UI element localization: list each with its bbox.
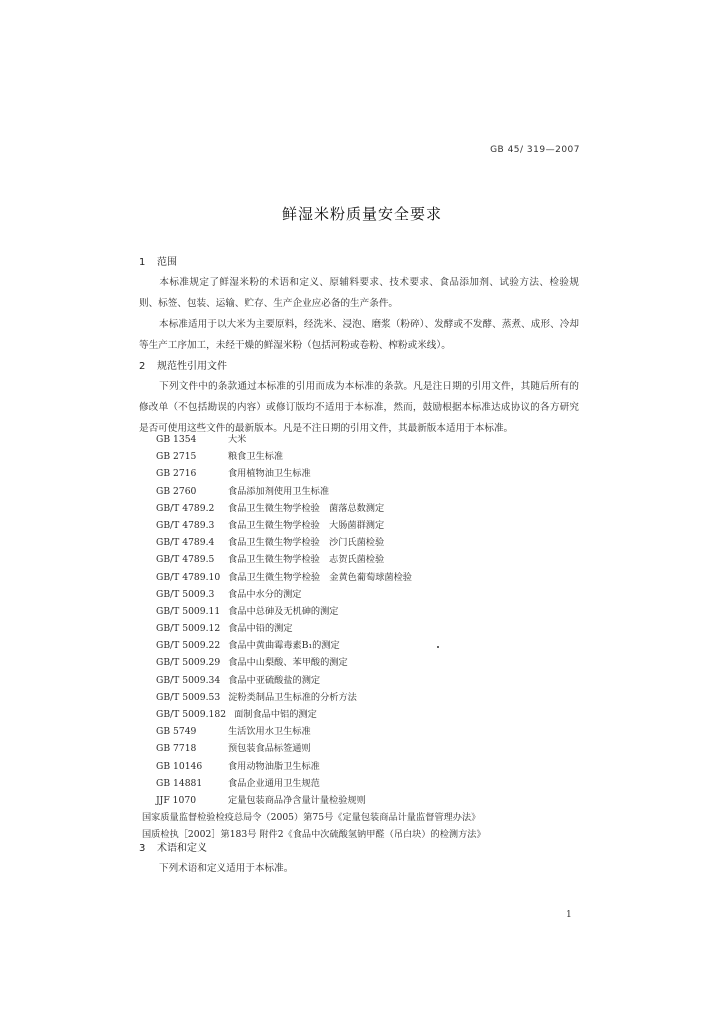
reference-code: GB 2760 — [156, 485, 197, 497]
reference-code: GB/T 5009.12 — [156, 623, 221, 635]
section-2-heading — [139, 357, 227, 372]
reference-title: 食品卫生微生物学检验 金黄色葡萄球菌检验 — [228, 571, 412, 583]
reference-code: GB/T 4789.4 — [156, 537, 215, 549]
reference-code: GB/T 4789.3 — [156, 519, 215, 531]
reference-item — [156, 431, 576, 448]
reference-title: 食品企业通用卫生规范 — [228, 777, 320, 789]
reference-title: 预包装食品标签通则 — [228, 743, 311, 755]
reference-item — [156, 448, 576, 465]
section-title: 规范性引用文件 — [157, 361, 227, 372]
document-title: 鲜湿米粉质量安全要求 — [281, 205, 442, 223]
reference-item — [156, 637, 576, 654]
reference-title: 淀粉类制品卫生标准的分析方法 — [228, 691, 357, 703]
reference-item — [142, 809, 576, 826]
section-3-paragraph-1: 下列术语和定义适用于本标准。 — [159, 863, 294, 874]
reference-title: 食品中山梨酸、苯甲酸的测定 — [228, 657, 348, 669]
reference-item — [156, 517, 576, 534]
reference-item — [156, 706, 576, 723]
reference-title: 食品卫生微生物学检验 志贺氏菌检验 — [228, 554, 385, 566]
reference-title: 食品卫生微生物学检验 沙门氏菌检验 — [228, 537, 385, 549]
reference-title: 国质检执［2002］第183号 附件2《食品中次硫酸氢钠甲醛（吊白块）的检测方法》 — [142, 829, 486, 841]
reference-item — [156, 569, 576, 586]
reference-code: GB/T 4789.5 — [156, 554, 215, 566]
reference-item — [156, 740, 576, 757]
reference-code: GB/T 5009.53 — [156, 691, 221, 703]
reference-code: GB 1354 — [156, 434, 197, 445]
reference-item — [156, 483, 576, 500]
reference-code: GB 2716 — [156, 468, 197, 480]
reference-code: GB/T 5009.34 — [156, 674, 221, 686]
scan-speck — [437, 646, 439, 648]
normative-references-list — [142, 431, 576, 844]
reference-title: 食品中黄曲霉毒素B₁的测定 — [228, 640, 340, 652]
page-number: 1 — [566, 910, 572, 920]
reference-title: 食品中铅的测定 — [228, 623, 293, 635]
reference-code: GB 5749 — [156, 726, 197, 738]
reference-title: 食品中亚硫酸盐的测定 — [228, 674, 321, 686]
reference-item — [156, 654, 576, 671]
reference-code: JJF 1070 — [156, 794, 197, 806]
reference-title: 面制食品中铝的测定 — [234, 709, 317, 720]
reference-code: GB/T 4789.2 — [156, 502, 215, 514]
reference-item — [156, 586, 576, 603]
section-number: 3 — [139, 843, 146, 854]
section-number: 2 — [139, 361, 146, 372]
reference-code: GB/T 5009.29 — [156, 657, 221, 669]
reference-item — [156, 603, 576, 620]
section-number: 1 — [139, 257, 146, 268]
reference-title: 食品中总砷及无机砷的测定 — [228, 605, 339, 617]
reference-code: GB 10146 — [156, 760, 203, 772]
reference-item — [156, 465, 576, 482]
reference-title: 国家质量监督检验检疫总局令（2005）第75号《定量包装商品计量监督管理办法》 — [142, 812, 481, 824]
reference-code: GB/T 4789.10 — [156, 571, 221, 583]
reference-item — [156, 500, 576, 517]
reference-code: GB/T 5009.3 — [156, 588, 215, 600]
reference-item — [156, 620, 576, 637]
reference-title: 食品卫生微生物学检验 菌落总数测定 — [228, 502, 385, 514]
reference-item — [156, 689, 576, 706]
reference-code: GB 2715 — [156, 451, 197, 463]
reference-code: GB/T 5009.22 — [156, 640, 221, 652]
reference-item — [156, 792, 576, 809]
reference-title: 食品添加剂使用卫生标准 — [228, 485, 330, 497]
section-1-paragraph-1: 本标准规定了鲜湿米粉的术语和定义、原辅料要求、技术要求、食品添加剂、试验方法、检验规则、标签、包装、运输、贮存、生产企业应必备的生产条件。 — [139, 277, 579, 309]
reference-title: 大米 — [228, 434, 247, 445]
document-number: GB 45/ 319—2007 — [490, 145, 580, 155]
reference-title: 食品中水分的测定 — [228, 588, 302, 600]
section-title: 术语和定义 — [157, 843, 207, 854]
section-title: 范围 — [157, 257, 177, 268]
reference-code: GB 7718 — [156, 743, 197, 755]
reference-code: GB/T 5009.11 — [156, 605, 221, 617]
reference-item — [156, 551, 576, 568]
reference-title: 定量包装商品净含量计量检验规则 — [228, 794, 366, 806]
reference-item — [142, 826, 576, 843]
reference-code: GB/T 5009.182 — [156, 709, 227, 720]
section-1-paragraph-2: 本标准适用于以大米为主要原料，经洗米、浸泡、磨浆（粉碎）、发酵或不发酵、蒸煮、成形、冷却等生产工序加工，未经干燥的鲜湿米粉（包括河粉或卷粉、榨粉或米线）。 — [139, 319, 579, 351]
reference-item — [156, 672, 576, 689]
reference-title: 食品卫生微生物学检验 大肠菌群测定 — [228, 519, 385, 531]
reference-item — [156, 758, 576, 775]
section-3-heading — [139, 839, 207, 854]
reference-code: GB 14881 — [156, 777, 203, 789]
section-2-paragraph-1: 下列文件中的条款通过本标准的引用而成为本标准的条款。凡是注日期的引用文件，其随后所有的修改单（不包括勘误的内容）或修订版均不适用于本标准，然而，鼓励根据本标准达成协议的各方研究是否可使用这些文件的最新版本。凡是不注日期的引用文件，其最新版本适用于本标准。 — [139, 381, 579, 434]
reference-item — [156, 534, 576, 551]
reference-title: 食用动物油脂卫生标准 — [228, 760, 320, 772]
section-1-heading — [139, 253, 177, 268]
reference-title: 生活饮用水卫生标准 — [228, 726, 311, 738]
reference-title: 粮食卫生标准 — [228, 451, 284, 463]
reference-item — [156, 723, 576, 740]
reference-item — [156, 775, 576, 792]
reference-title: 食用植物油卫生标准 — [228, 468, 311, 480]
